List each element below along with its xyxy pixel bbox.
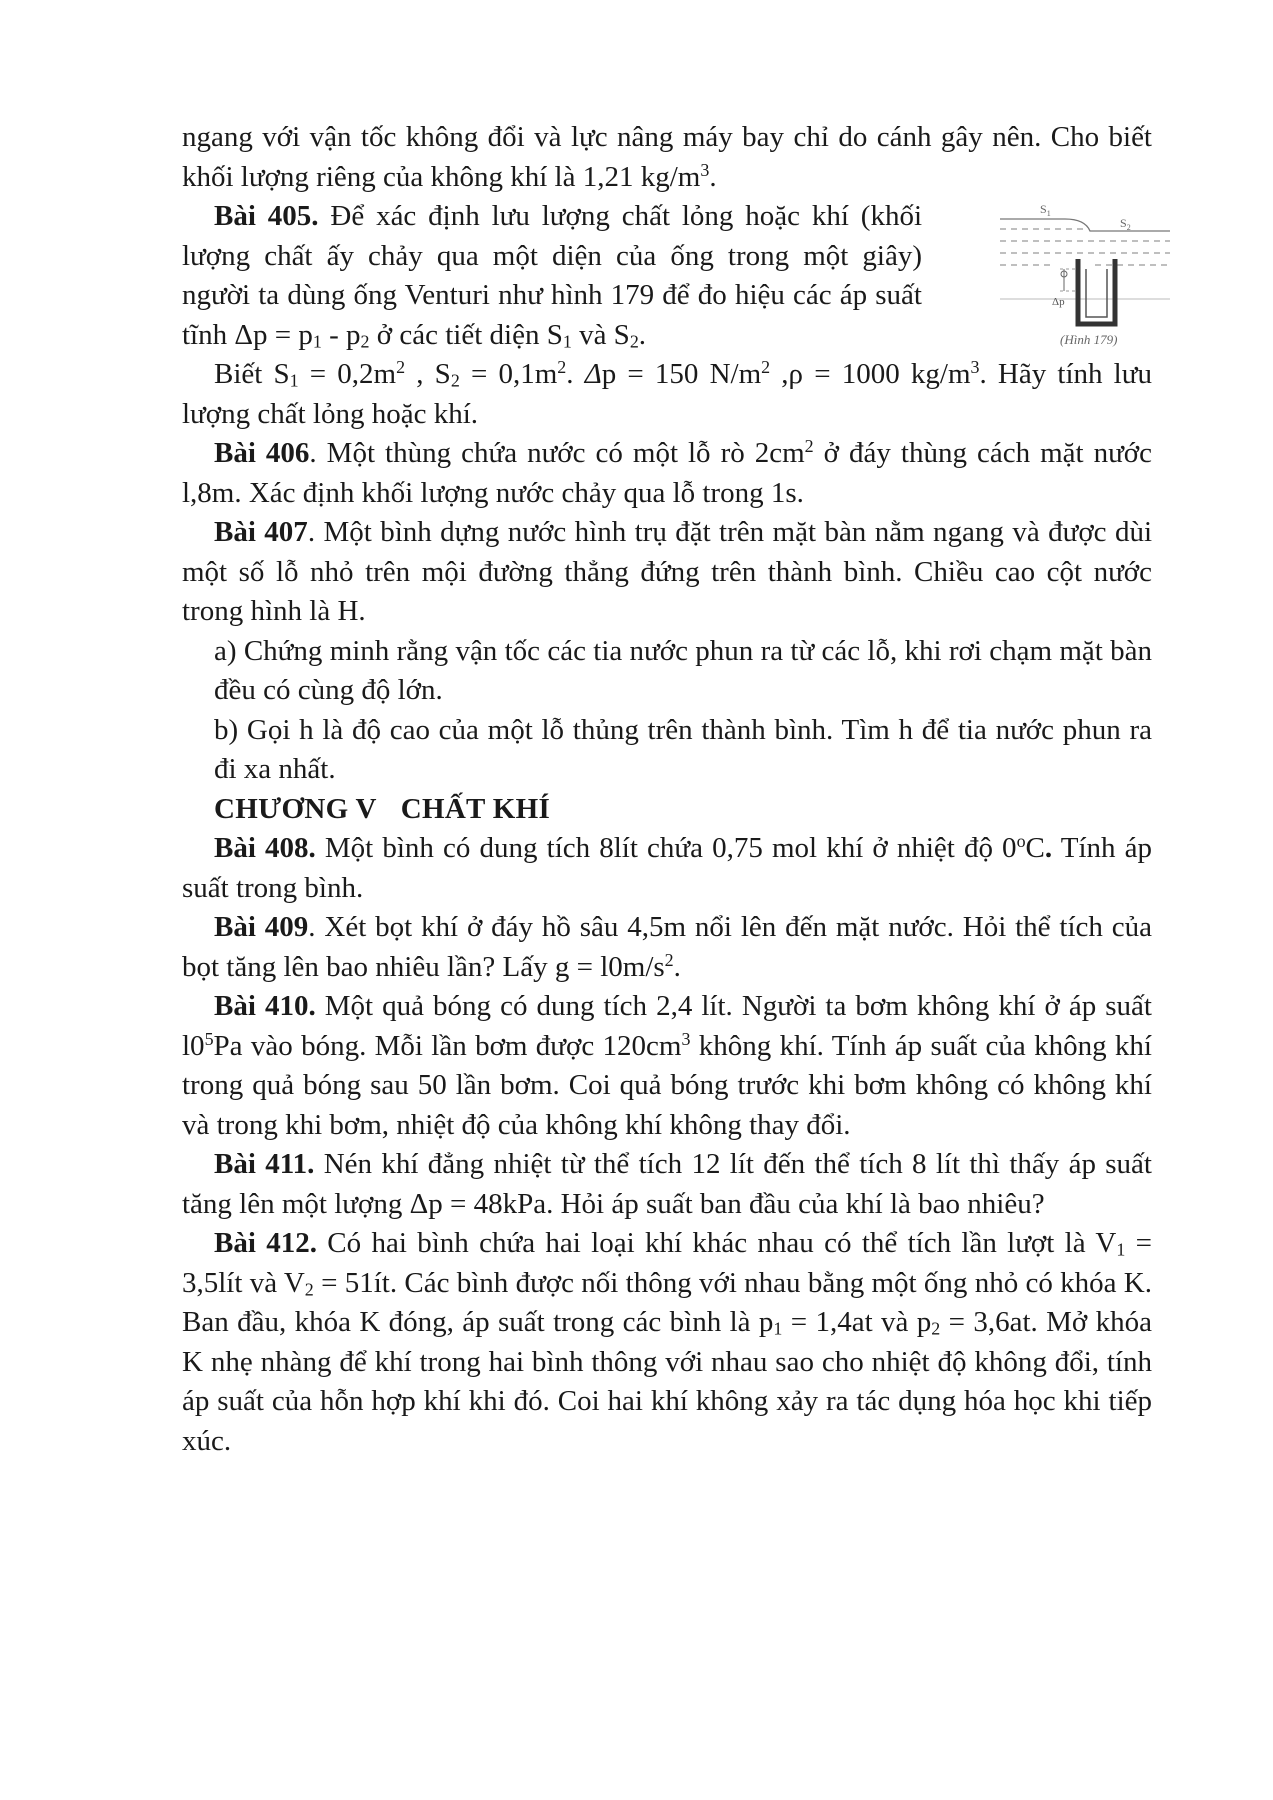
text: ở các tiết diện S <box>369 318 563 351</box>
superscript: 5 <box>204 1028 214 1049</box>
text: Biết S <box>214 358 290 390</box>
chapter-number: CHƯƠNG V <box>214 792 377 825</box>
s1-label: S <box>1040 202 1047 216</box>
problem-label: Bài 409 <box>214 911 309 943</box>
chapter-title: CHẤT KHÍ <box>400 792 551 825</box>
s2-label: S <box>1120 216 1127 230</box>
text: = 0,2m <box>298 358 397 390</box>
text: không khí. Tính áp suất của không khí trong quả bóng sau 50 lần bơm. Coi quả bóng trước khi bơm không có không khí và trong khi bơm, nhiệt độ của không khí không thay đổi. <box>182 1029 1152 1141</box>
superscript: 2 <box>396 357 406 378</box>
text: Pa vào bóng. Mỗi lần bơm được 120cm <box>213 1029 682 1062</box>
problem-406 <box>182 434 1152 513</box>
paragraph-continuation <box>182 118 1152 197</box>
superscript: 3 <box>700 159 710 180</box>
subscript: 2 <box>629 331 639 352</box>
problem-405 <box>182 197 1152 355</box>
text: . Hãy tính lưu lượng chất lỏng hoặc khí. <box>182 358 1152 430</box>
superscript: 2 <box>557 357 567 378</box>
text: . <box>673 950 681 983</box>
delta-p-label: Δp <box>1052 296 1065 308</box>
text: . Một bình dựng nước hình trụ đặt trên mặt bàn nằm ngang và được dùi một số lỗ nhỏ trên mội đường thẳng đứng trên thành bình. Chiều cao cột nước trong hình là H. <box>182 516 1152 627</box>
text: = 3,5lít và V <box>182 1227 1152 1299</box>
text: , S <box>405 358 451 390</box>
problem-label: Bài 412. <box>214 1227 317 1259</box>
subscript: 2 <box>450 370 460 391</box>
s1-sub: 1 <box>1046 209 1051 218</box>
chapter-heading <box>182 790 1152 830</box>
svg-text:S2 <box>1120 216 1131 232</box>
text: ,ρ = 1000 kg/m <box>770 358 971 390</box>
text: p = 150 N/m <box>601 358 762 390</box>
subscript: 1 <box>289 370 299 391</box>
text: Một bình có dung tích 8lít chứa 0,75 mol khí ở nhiệt độ 0 <box>315 832 1017 864</box>
problem-410 <box>182 987 1152 1145</box>
text: . <box>566 358 585 390</box>
text: C <box>1025 832 1045 864</box>
text: ở đáy thùng cách mặt nước l,8m. Xác định khối lượng nước chảy qua lỗ trong 1s. <box>182 437 1152 509</box>
text: Một quả bóng có dung tích 2,4 lít. Người ta bơm không khí ở áp suất l0 <box>182 990 1152 1062</box>
text: = 0,1m <box>459 358 558 390</box>
subscript: 1 <box>312 331 322 352</box>
superscript: 3 <box>970 357 980 378</box>
text: . <box>638 318 647 351</box>
problem-407-b: b) Gọi h là độ cao của một lỗ thủng trên thành bình. Tìm h để tia nước phun ra đi xa nhất. <box>214 713 1152 785</box>
superscript: 3 <box>681 1028 691 1049</box>
superscript: o <box>1016 831 1026 852</box>
text: Có hai bình chứa hai loại khí khác nhau có thể tích lần lượt là V <box>316 1227 1117 1259</box>
svg-text:S1 <box>1040 202 1051 218</box>
superscript: 2 <box>804 436 814 457</box>
venturi-figure <box>990 199 1180 349</box>
text: = 1,4at và p <box>782 1306 932 1338</box>
problem-label: Bài 407 <box>214 516 308 548</box>
text: = 51ít. Các bình được nối thông với nhau bằng một ống nhỏ có khóa K. Ban đầu, khóa K đóng, áp suất trong các bình là p <box>182 1266 1152 1338</box>
problem-label: Bài 410. <box>214 990 316 1022</box>
problem-label: Bài 405. <box>214 200 319 232</box>
text: Δ <box>584 358 602 390</box>
text: . <box>1044 832 1053 864</box>
text: . <box>709 160 717 193</box>
problem-label: Bài 411. <box>214 1148 315 1180</box>
subscript: 2 <box>931 1318 941 1339</box>
problem-408 <box>182 829 1152 908</box>
subscript: 1 <box>562 331 572 352</box>
problem-411 <box>182 1145 1152 1224</box>
subscript: 1 <box>1116 1239 1126 1260</box>
figure-caption: (Hình 179) <box>1060 332 1118 347</box>
text: . Một thùng chứa nước có một lỗ rò 2cm <box>309 437 805 469</box>
problem-405-given <box>182 355 1152 434</box>
superscript: 2 <box>664 949 674 970</box>
problem-409 <box>182 908 1152 987</box>
text: Nén khí đẳng nhiệt từ thể tích 12 lít đến thể tích 8 lít thì thấy áp suất tăng lên một lượng Δp = 48kPa. Hỏi áp suất ban đầu của khí là bao nhiêu? <box>182 1148 1152 1220</box>
text: . Xét bọt khí ở đáy hồ sâu 4,5m nổi lên đến mặt nước. Hỏi thể tích của bọt tăng lên bao nhiêu lần? Lấy g = l0m/s <box>182 911 1152 983</box>
problem-412 <box>182 1224 1152 1461</box>
s2-sub: 2 <box>1126 223 1131 232</box>
document-page <box>182 118 1152 1461</box>
text: Để xác định lưu lượng chất lỏng hoặc khí (khối lượng chất ấy chảy qua một diện của ống trong một giây) người ta dùng ống Venturi như hình 179 để đo hiệu các áp suất tĩnh Δp = p <box>182 200 923 351</box>
subscript: 2 <box>304 1279 314 1300</box>
text: = 3,6at. Mở khóa K nhẹ nhàng để khí trong hai bình thông với nhau sao cho nhiệt độ không đổi, tính áp suất của hỗn hợp khí khi đó. Coi hai khí không xảy ra tác dụng hóa học khi tiếp xúc. <box>182 1306 1152 1457</box>
problem-407-a: a) Chứng minh rằng vận tốc các tia nước phun ra từ các lỗ, khi rơi chạm mặt bàn đều có cùng độ lớn. <box>214 634 1152 706</box>
subscript: 2 <box>360 331 370 352</box>
text: ngang với vận tốc không đổi và lực nâng máy bay chỉ do cánh gây nên. Cho biết khối lượng riêng của không khí là 1,21 kg/m <box>182 121 1152 193</box>
problem-405-statement <box>182 197 922 355</box>
venturi-diagram <box>990 199 1180 349</box>
text: - p <box>321 318 361 351</box>
problem-label: Bài 406 <box>214 437 310 469</box>
problem-label: Bài 408. <box>214 832 316 864</box>
text: và S <box>571 318 630 351</box>
superscript: 2 <box>761 357 771 378</box>
problem-407 <box>182 513 1152 632</box>
subscript: 1 <box>773 1318 783 1339</box>
text: Tính áp suất trong bình. <box>182 832 1152 904</box>
